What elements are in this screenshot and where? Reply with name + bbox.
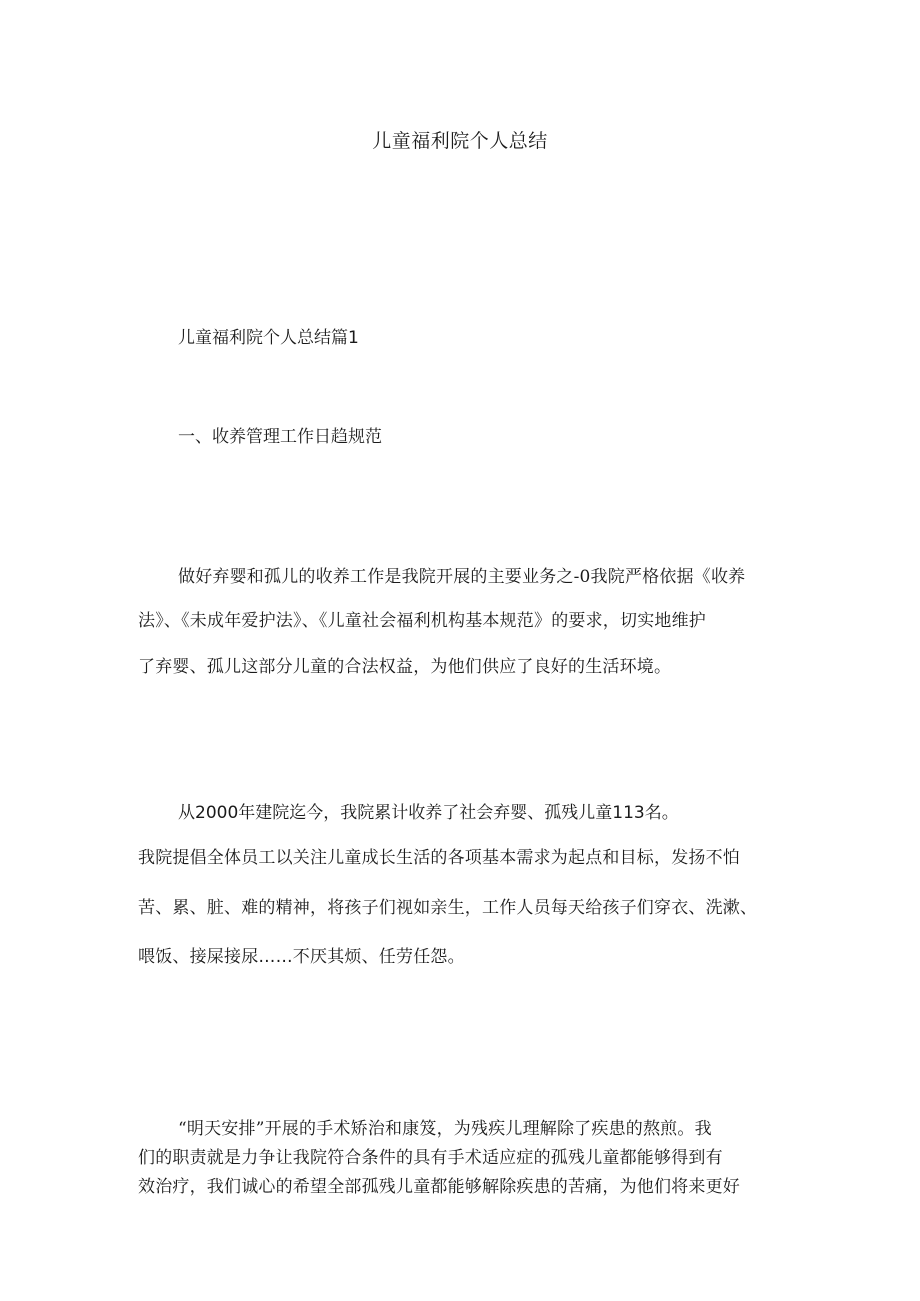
document-title: 儿童福利院个人总结 (372, 130, 548, 152)
paragraph-3-line-1: 我院提倡全体员工以关注儿童成长生活的各项基本需求为起点和目标，发扬不怕 (138, 848, 740, 868)
paragraph-4-line-2: 们的职责就是力争让我院符合条件的具有手术适应症的孤残儿童都能够得到有 (138, 1148, 723, 1168)
paragraph-1-line-3: 了弃婴、孤儿这部分儿童的合法权益，为他们供应了良好的生活环境。 (138, 657, 672, 677)
paragraph-3-line-2: 苦、累、脏、难的精神，将孩子们视如亲生，工作人员每天给孩子们穿衣、洗漱、 (138, 898, 758, 918)
paragraph-3-line-3: 喂饭、接屎接尿……不厌其烦、任劳任怨。 (138, 947, 465, 967)
paragraph-1-line-2: 法》、《未成年爱护法》、《儿童社会福利机构基本规范》的要求，切实地维护 (138, 611, 706, 631)
paragraph-4-line-1: “明天安排”开展的手术矫治和康笈，为残疾儿理解除了疾患的熬煎。我 (178, 1119, 712, 1139)
subheading-1: 一、收养管理工作日趋规范 (178, 427, 382, 447)
paragraph-1-line-1: 做好弃婴和孤儿的收养工作是我院开展的主要业务之-0我院严格依据《收养 (178, 567, 746, 587)
paragraph-2-line-1: 从2000年建院迄今，我院累计收养了社会弃婴、孤残儿童113名。 (178, 803, 679, 823)
paragraph-4-line-3: 效治疗，我们诚心的希望全部孤残儿童都能够解除疾患的苦痛，为他们将来更好 (138, 1177, 740, 1197)
section-heading: 儿童福利院个人总结篇1 (178, 328, 359, 348)
